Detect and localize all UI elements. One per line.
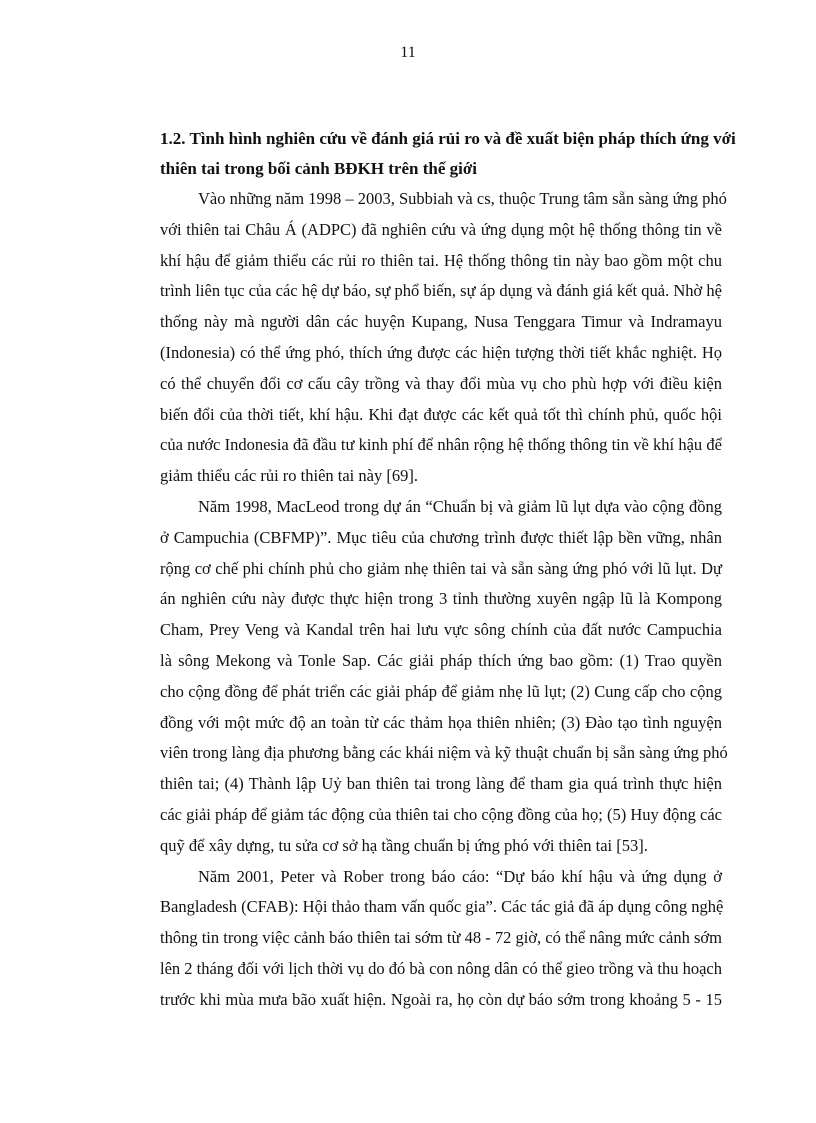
paragraph-line: của nước Indonesia đã đầu tư kinh phí để nhân rộng hệ thống thông tin về khí hậu để	[160, 435, 722, 455]
paragraph-line: đồng với một mức độ an toàn từ các thảm họa thiên nhiên; (3) Đào tạo tình nguyện	[160, 712, 722, 732]
paragraph-line: thiên tai; (4) Thành lập Uỷ ban thiên tai trong làng để tham gia quá trình thực hiện	[160, 774, 722, 794]
paragraph-line: trước khi mùa mưa bão xuất hiện. Ngoài ra, họ còn dự báo sớm trong khoảng 5 - 15	[160, 989, 722, 1009]
paragraph-line: là sông Mekong và Tonle Sap. Các giải pháp thích ứng bao gồm: (1) Trao quyền	[160, 650, 722, 670]
paragraphs	[160, 184, 728, 1016]
paragraph-line: khí hậu để giảm thiểu các rủi ro thiên tai. Hệ thống thông tin này bao gồm một chu	[160, 250, 722, 270]
paragraph-line: các giải pháp để giảm tác động của thiên tai cho cộng đồng của họ; (5) Huy động các	[160, 804, 722, 824]
paragraph-line: án nghiên cứu này được thực hiện trong 3 tỉnh thường xuyên ngập lũ là Kompong	[160, 589, 722, 609]
paragraph-line: lên 2 tháng đối với lịch thời vụ do đó bà con nông dân có thể gieo trồng và thu hoạch	[160, 958, 722, 978]
paragraph-line: trình liên tục của các hệ dự báo, sự phổ biến, sự áp dụng và đánh giá kết quả. Nhờ hệ	[160, 281, 722, 301]
paragraph-line: (Indonesia) có thể ứng phó, thích ứng được các hiện tượng thời tiết khắc nghiệt. Họ	[160, 342, 722, 362]
paragraph-line: Vào những năm 1998 – 2003, Subbiah và cs, thuộc Trung tâm sẵn sàng ứng phó	[198, 189, 727, 208]
paragraph-line: quỹ để xây dựng, tu sửa cơ sở hạ tầng chuẩn bị ứng phó với thiên tai [53].	[160, 835, 648, 855]
paragraph-line: viên trong làng địa phương bằng các khái niệm và kỹ thuật chuẩn bị sẵn sàng ứng phó	[160, 743, 728, 763]
paragraph-line: biến đổi của thời tiết, khí hậu. Khi đạt được các kết quả tốt thì chính phủ, quốc hội	[160, 404, 722, 424]
paragraph-line: với thiên tai Châu Á (ADPC) đã nghiên cứu và ứng dụng một hệ thống thông tin về	[160, 219, 722, 239]
paragraph-line: Năm 1998, MacLeod trong dự án “Chuẩn bị và giảm lũ lụt dựa vào cộng đồng	[198, 496, 722, 516]
paragraph-line: Năm 2001, Peter và Rober trong báo cáo: “Dự báo khí hậu và ứng dụng ở	[198, 866, 722, 886]
paragraph-3	[160, 862, 722, 1016]
document-body	[160, 124, 736, 1016]
section-heading	[160, 124, 736, 184]
paragraph-line: ở Campuchia (CBFMP)”. Mục tiêu của chương trình được thiết lập bền vững, nhân	[160, 527, 722, 547]
page-number: 11	[400, 44, 416, 61]
paragraph-1	[160, 184, 727, 492]
paragraph-line: thống này mà người dân các huyện Kupang, Nusa Tenggara Timur và Indramayu	[160, 312, 722, 332]
paragraph-line: Bangladesh (CFAB): Hội thảo tham vấn quốc gia”. Các tác giả đã áp dụng công nghệ	[160, 897, 724, 917]
paragraph-line: rộng cơ chế phi chính phủ cho giảm nhẹ thiên tai và sẵn sàng ứng phó với lũ lụt. Dự	[160, 558, 722, 578]
section-heading-line-1: 1.2. Tình hình nghiên cứu về đánh giá rủi ro và đề xuất biện pháp thích ứng với	[160, 129, 736, 148]
paragraph-line: thông tin trong việc cảnh báo thiên tai sớm từ 48 - 72 giờ, có thể nâng mức cảnh sớm	[160, 928, 722, 948]
paragraph-line: có thể chuyển đổi cơ cấu cây trồng và thay đổi mùa vụ cho phù hợp với điều kiện	[160, 373, 722, 393]
section-heading-line-2: thiên tai trong bối cảnh BĐKH trên thế giới	[160, 159, 477, 178]
paragraph-line: giảm thiểu các rủi ro thiên tai này [69].	[160, 466, 418, 486]
paragraph-2	[160, 492, 728, 862]
paragraph-line: Cham, Prey Veng và Kandal trên hai lưu vực sông chính của đất nước Campuchia	[160, 620, 722, 640]
paragraph-line: cho cộng đồng để phát triển các giải pháp để giảm nhẹ lũ lụt; (2) Cung cấp cho cộng	[160, 681, 722, 701]
